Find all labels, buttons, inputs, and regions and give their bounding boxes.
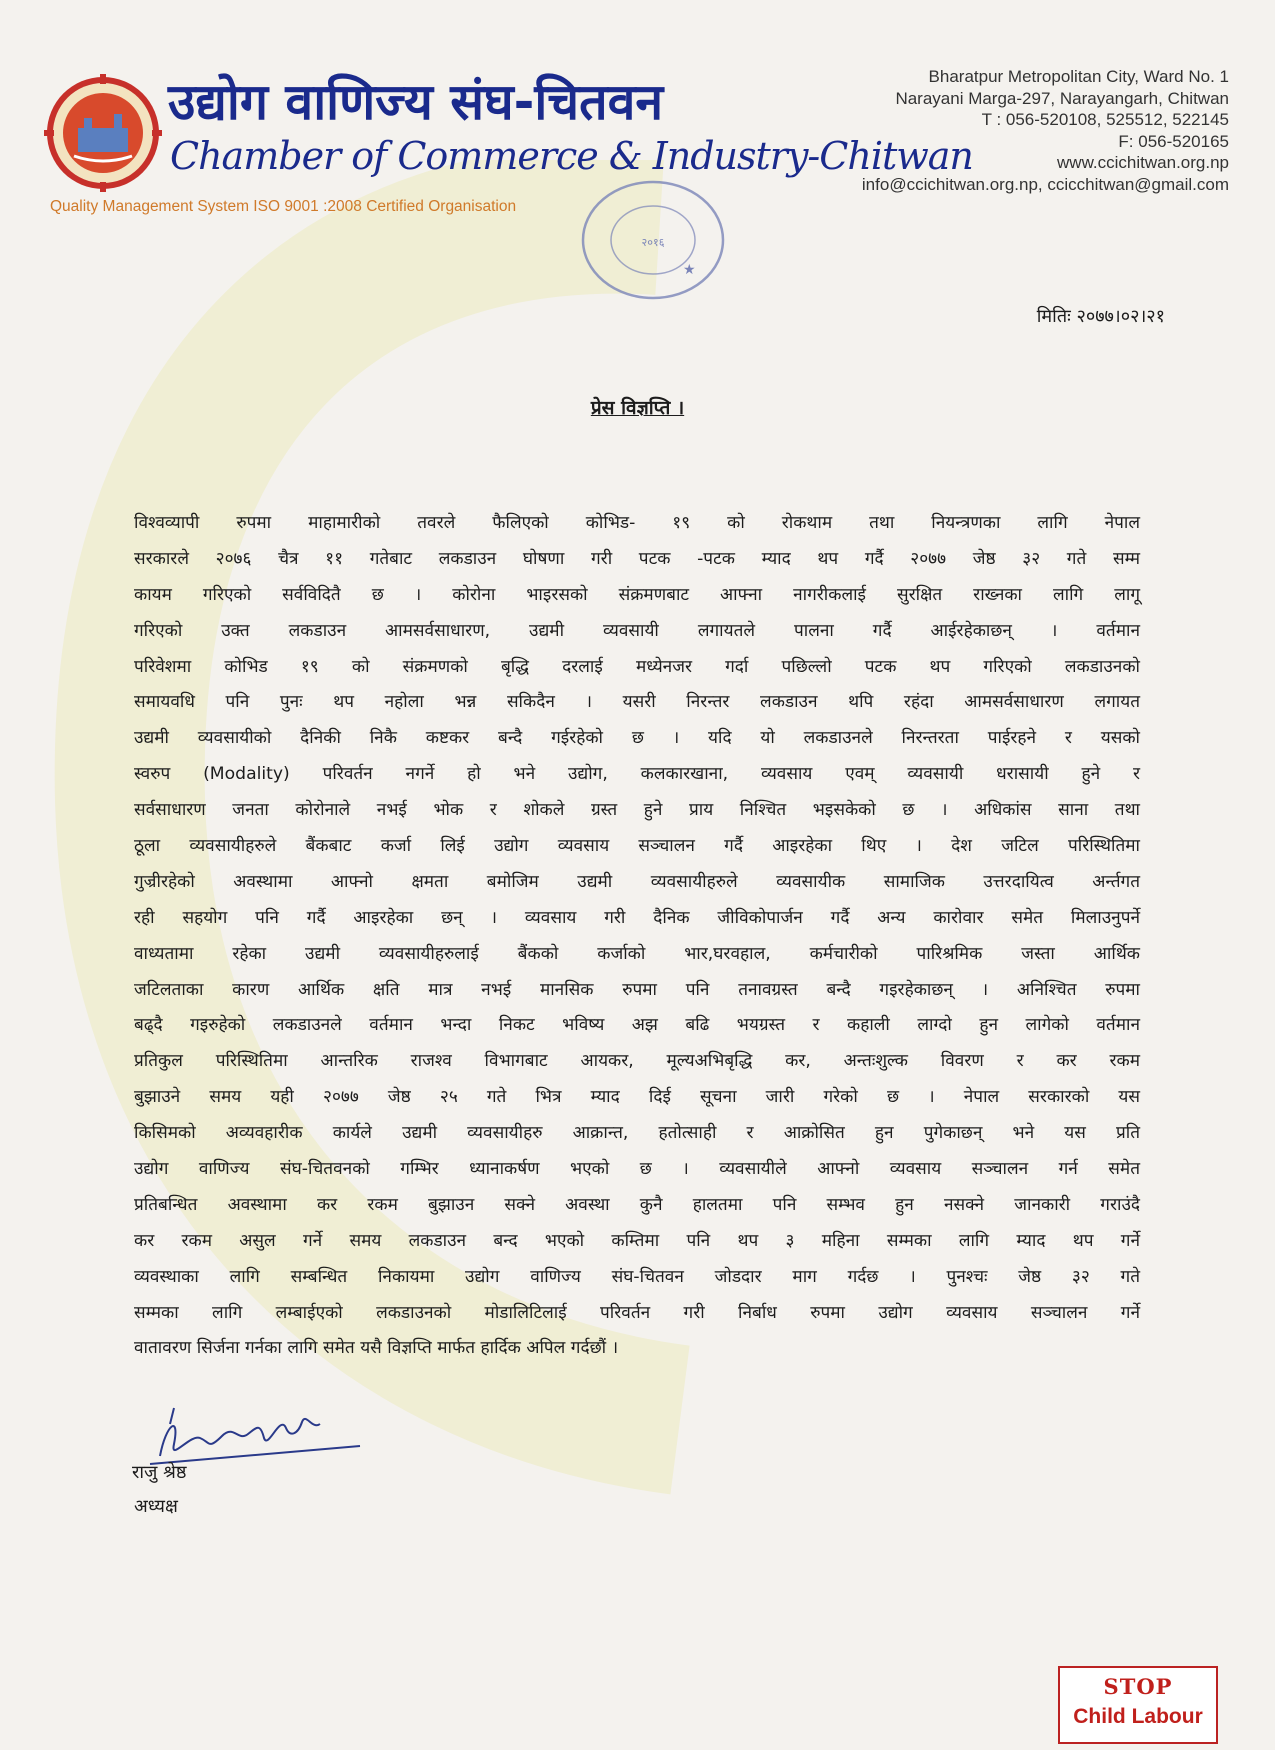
body-line: गरिएको उक्त लकडाउन आमसर्वसाधारण, उद्यमी व्यवसायी लगायतले पालना गर्दै आईरहेकाछन् । वर्तमान xyxy=(134,620,1140,641)
press-release-body xyxy=(134,506,1140,1367)
chamber-logo-icon xyxy=(44,74,162,192)
body-line: सम्मका लागि लम्बाईएको लकडाउनको मोडालिटिलाई परिवर्तन गरी निर्बाध रुपमा उद्योग व्यवसाय सञ्चालन गर्ने xyxy=(134,1302,1140,1323)
contact-address-block xyxy=(862,66,1229,195)
body-line: किसिमको अव्यवहारीक कार्यले उद्यमी व्यवसायीहरु आक्रान्त, हतोत्साही र आक्रोसित हुन पुगेकाछन् भने यस प्रति xyxy=(134,1123,1140,1144)
date-label: मितिः xyxy=(1036,306,1071,327)
fax-line: F: 056-520165 xyxy=(1118,131,1229,151)
body-line: जटिलताका कारण आर्थिक क्षति मात्र नभई मानसिक रुपमा पनि तनावग्रस्त बन्दै गइरहेकाछन् । अनिश्चित रुपमा xyxy=(134,979,1140,1000)
address-line: Narayani Marga-297, Narayangarh, Chitwan xyxy=(895,88,1229,108)
signatory-name: राजु श्रेष्ठ xyxy=(132,1462,187,1483)
body-line: उद्योग वाणिज्य संघ-चितवनको गम्भिर ध्यानाकर्षण भएको छ । व्यवसायीले आफ्नो व्यवसाय सञ्चालन गर्न समेत xyxy=(134,1159,1140,1180)
press-release-heading xyxy=(0,394,1275,420)
badge-bottom-text: Child Labour xyxy=(1073,1705,1203,1728)
body-line: कर रकम असुल गर्ने समय लकडाउन बन्द भएको कम्तिमा पनि थप ३ महिना सम्मका लागि म्याद थप गर्ने xyxy=(134,1230,1140,1251)
address-line: Bharatpur Metropolitan City, Ward No. 1 xyxy=(928,67,1229,86)
date-value: २०७७।०२।२१ xyxy=(1076,306,1165,327)
body-line: परिवेशमा कोभिड १९ को संक्रमणको बृद्धि दरलाई मध्येनजर गर्दा पछिल्लो पटक थप गरिएको लकडाउनको xyxy=(134,656,1140,677)
letter-date xyxy=(1037,304,1165,328)
body-line: वातावरण सिर्जना गर्नका लागि समेत यसै विज्ञप्ति मार्फत हार्दिक अपिल गर्दछौं । xyxy=(134,1338,619,1359)
body-line: वाध्यतामा रहेका उद्यमी व्यवसायीहरुलाई बैंकको कर्जाको भार,घरवहाल, कर्मचारीको पारिश्रमिक जस्ता आर्थिक xyxy=(134,943,1140,964)
body-line: विश्वव्यापी रुपमा माहामारीको तवरले फैलिएको कोभिड- १९ को रोकथाम तथा नियन्त्रणका लागि नेपाल xyxy=(134,513,1140,533)
body-line: बढ्दै गइरुहेको लकडाउनले वर्तमान भन्दा निकट भविष्य अझ बढि भयग्रस्त र कहाली लाग्दो हुन लागेको वर्तमान xyxy=(134,1015,1140,1036)
heading-text: प्रेस विज्ञप्ति । xyxy=(590,397,685,419)
body-line: बुझाउने समय यही २०७७ जेष्ठ २५ गते भित्र म्याद दिई सूचना जारी गरेको छ । नेपाल सरकारको यस xyxy=(134,1087,1140,1108)
org-name-nepali: उद्योग वाणिज्य संघ-चितवन xyxy=(168,73,664,131)
phone-line: T : 056-520108, 525512, 522145 xyxy=(981,110,1229,129)
body-line: रही सहयोग पनि गर्दै आइरहेका छन् । व्यवसाय गरी दैनिक जीविकोपार्जन गर्दै अन्य कारोवार समेत मिलाउनुपर्ने xyxy=(134,907,1140,928)
body-line: प्रतिबन्धित अवस्थामा कर रकम बुझाउन सक्ने अवस्था कुनै हालतमा पनि सम्भव हुन नसक्ने जानकारी गराउंदै xyxy=(134,1194,1140,1215)
badge-top-text: STOP xyxy=(1103,1674,1173,1699)
body-line: समायवधि पनि पुनः थप नहोला भन्न सकिदैन । यसरी निरन्तर लकडाउन थपि रहंदा आमसर्वसाधारण लगायत xyxy=(134,692,1140,713)
body-line: गुज्रीरहेको अवस्थामा आफ्नो क्षमता बमोजिम उद्यमी व्यवसायीहरुले व्यवसायीक सामाजिक उत्तरदायित्व अर्न्तगत xyxy=(134,871,1140,892)
body-line: प्रतिकुल परिस्थितिमा आन्तरिक राजश्व विभागबाट आयकर, मूल्यअभिबृद्धि कर, अन्तःशुल्क विवरण र कर रकम xyxy=(134,1051,1140,1072)
svg-text:२०१६: २०१६ xyxy=(641,236,665,249)
website-line: www.ccichitwan.org.np xyxy=(1057,153,1229,172)
official-seal-stamp xyxy=(568,170,738,310)
signatory-title: अध्यक्ष xyxy=(134,1496,178,1517)
iso-certification-line: Quality Management System ISO 9001 :2008 Certified Organisation xyxy=(50,198,517,215)
body-line: उद्यमी व्यवसायीको दैनिकी निकै कष्टकर बन्दै गईरहेको छ । यदि यो लकडाउनले निरन्तरता पाईरहने र यसको xyxy=(134,728,1140,749)
body-line: सरकारले २०७६ चैत्र ११ गतेबाट लकडाउन घोषणा गरी पटक -पटक म्याद थप गर्दै २०७७ जेष्ठ ३२ गते सम्म xyxy=(134,548,1140,569)
org-name-english: Chamber of Commerce & Industry-Chitwan xyxy=(170,134,973,178)
body-line: व्यवस्थाका लागि सम्बन्धित निकायमा उद्योग वाणिज्य संघ-चितवन जोडदार माग गर्दछ । पुनश्चः जेष्ठ ३२ गते xyxy=(134,1266,1140,1287)
body-line: ठूला व्यवसायीहरुले बैंकबाट कर्जा लिई उद्योग व्यवसाय सञ्चालन गर्दै आइरहेका थिए । देश जटिल परिस्थितिमा xyxy=(134,836,1140,857)
body-line: स्वरुप (Modality) परिवर्तन नगर्ने हो भने उद्योग, कलकारखाना, व्यवसाय एवम् व्यवसायी धरासायी हुने र xyxy=(134,764,1140,785)
body-line: कायम गरिएको सर्वविदितै छ । कोरोना भाइरसको संक्रमणबाट आफ्ना नागरीकलाई सुरक्षित राख्नका लागि लागू xyxy=(134,584,1140,605)
body-line: सर्वसाधारण जनता कोरोनाले नभई भोक र शोकले ग्रस्त हुने प्राय निश्चित भइसकेको छ । अधिकांस साना तथा xyxy=(134,800,1140,821)
email-line: info@ccichitwan.org.np, ccicchitwan@gmail.com xyxy=(861,174,1229,194)
stop-child-labour-badge xyxy=(1058,1666,1218,1744)
svg-text:★: ★ xyxy=(683,262,696,278)
